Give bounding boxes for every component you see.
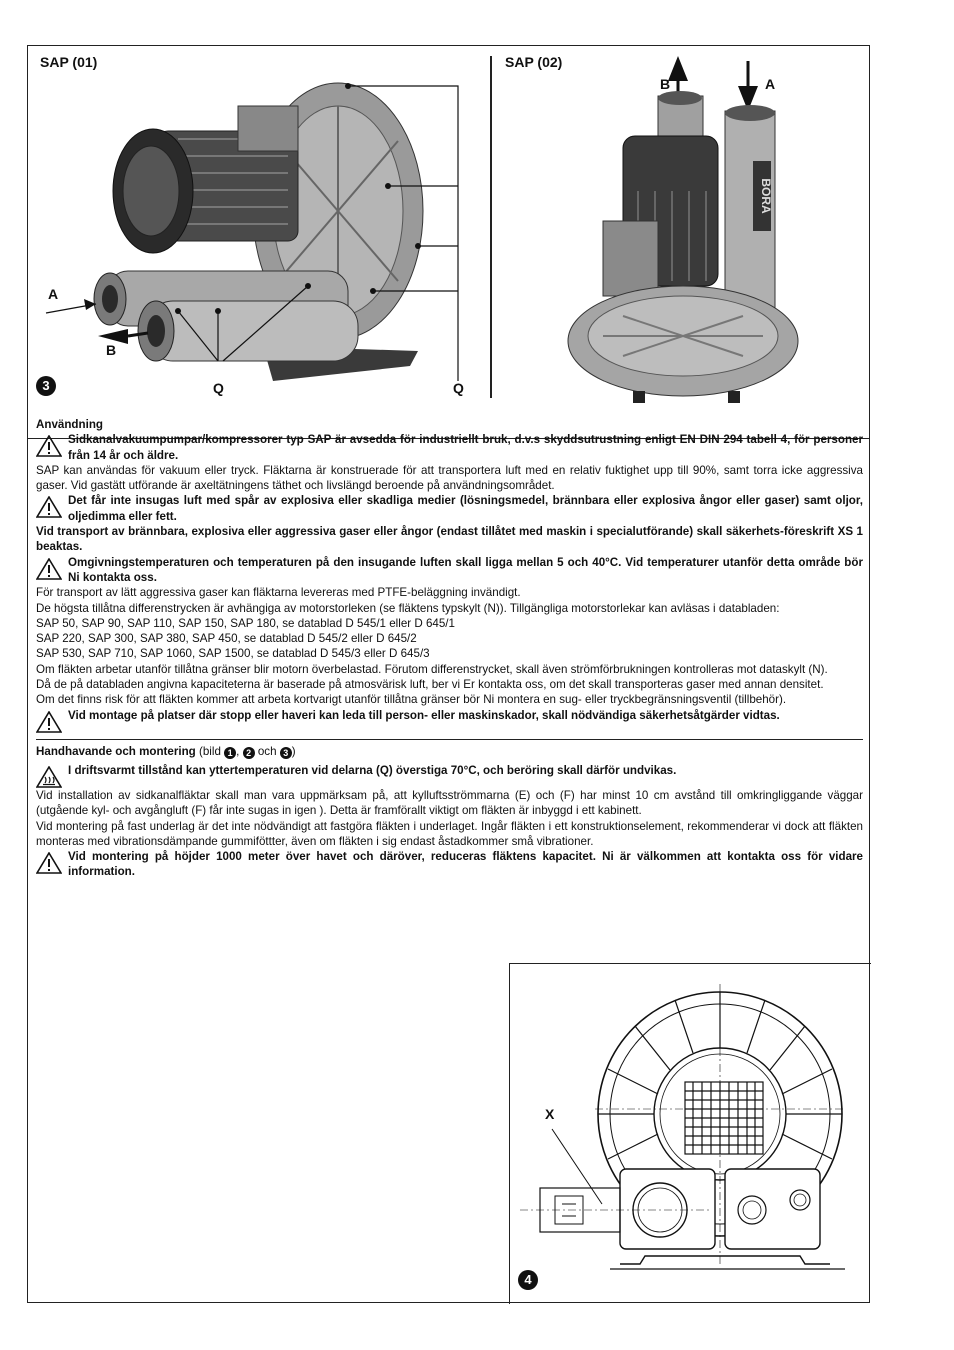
warning-text: Vid montage på platser där stopp eller haveri kan leda till person- eller maskinskador, skall nödvändiga säkerhetsåtgärder vidtas. xyxy=(68,708,780,722)
sap02-blower-illustration xyxy=(563,51,803,406)
callout-x: X xyxy=(545,1106,555,1122)
warning-usage-4 xyxy=(36,708,863,733)
figure-ref-1: 1 xyxy=(224,747,236,759)
paragraph: SAP kan användas för vakuum eller tryck. Fläktarna är konstruerade för att transportera luft med en relativ fuktighet upp till 90%, samt torra icke aggressiva gaser. Vid gastätt utförande är axeltätningens täthet och livslängd beroende på användningsområdet. xyxy=(36,463,863,493)
warning-triangle-icon xyxy=(36,558,62,580)
warning-triangle-icon xyxy=(36,435,62,457)
warning-usage-2 xyxy=(36,493,863,524)
figure-ref-2: 2 xyxy=(243,747,255,759)
figure-3-area xyxy=(28,46,869,439)
sap01-label: SAP (01) xyxy=(40,54,98,70)
paragraph: SAP 220, SAP 300, SAP 380, SAP 450, se datablad D 545/2 eller D 645/2 xyxy=(36,632,417,646)
warning-hot-surface xyxy=(36,763,863,788)
callout-b-left: B xyxy=(106,342,117,358)
callout-q-2: Q xyxy=(453,380,464,396)
section-handling-title: Handhavande och montering (bild 1 , 2 och 3 ) xyxy=(36,744,296,758)
warning-usage-1 xyxy=(36,432,863,463)
bora-brand-text: BORA xyxy=(759,178,773,214)
callout-a-right: A xyxy=(765,76,776,92)
warning-altitude xyxy=(36,849,863,880)
paragraph: För transport av lätt aggressiva gaser kan fläktarna levereras med PTFE-beläggning invändigt. xyxy=(36,586,521,600)
figure-ref-3: 3 xyxy=(280,747,292,759)
warning-usage-3 xyxy=(36,555,863,586)
warning-text: I driftsvarmt tillstånd kan yttertemperaturen vid delarna (Q) överstiga 70°C, och beröring skall därför undvikas. xyxy=(68,763,677,777)
callout-q-1: Q xyxy=(213,380,224,396)
paragraph: Vid montering på fast underlag är det inte nödvändigt att fastgöra fläkten i underlaget. Ingår fläkten i ett konstruktionselement, rekommenderar vi dock att fläkten monteras med vibrationsdämpande gummiföttter, även om fläkten i sig endast åstadkommer små vibrationer. xyxy=(36,819,863,848)
paragraph: SAP 530, SAP 710, SAP 1060, SAP 1500, se datablad D 545/3 eller D 645/3 xyxy=(36,647,430,661)
callout-a-left: A xyxy=(48,286,59,302)
paragraph: Vid installation av sidkanalfläktar skall man vara uppmärksam på, att kylluftsströmmarna (E) och (F) har minst 10 cm avstånd till omkringliggande väggar (utgående kyl- och avgångluft (F) får inte sugas in igen ). Detta är framförallt viktigt om fläkten är inbyggd i ett kabinett. xyxy=(36,788,863,818)
paragraph: Om det finns risk för att fläkten kommer att arbeta kortvarigt utanför tillåtna gränser bör Ni montera en sug- eller tryckbegränsningsventil (tillbehör). xyxy=(36,693,787,707)
paragraph-bold: Vid transport av brännbara, explosiva eller aggressiva gaser eller ångor (endast tillåtet med maskin i specialutförande) skall säkerhets-föreskrift XS 1 beaktas. xyxy=(36,525,863,554)
page-frame xyxy=(27,45,870,1303)
warning-text: Sidkanalvakuumpumpar/kompressorer typ SAP är avsedda för industriellt bruk, d.v.s skyddsutrustning enligt EN DIN 294 tabell 4, för personer från 14 år och äldre. xyxy=(68,433,863,462)
text-body xyxy=(36,417,863,880)
warning-text: Vid montering på höjder 1000 meter över havet och däröver, reduceras fläktens kapacitet. Ni är välkommen att kontakta oss för vidare information. xyxy=(68,850,863,879)
section-usage-title: Användning xyxy=(36,418,103,431)
callout-b-right: B xyxy=(660,76,671,92)
paragraph: SAP 50, SAP 90, SAP 110, SAP 150, SAP 180, se datablad D 545/1 eller D 645/1 xyxy=(36,616,455,630)
figure-3-badge: 3 xyxy=(36,376,56,396)
warning-triangle-icon xyxy=(36,852,62,874)
paragraph: Om fläkten arbetar utanför tillåtna gränser blir motorn överbelastad. Förutom differenstrycket, skall även strömförbrukningen kontrolleras mot dataskylt (N). xyxy=(36,662,828,676)
hot-surface-icon xyxy=(36,766,62,788)
figure-4-badge: 4 xyxy=(518,1270,538,1290)
warning-text: Omgivningstemperaturen och temperaturen på den insugande luften skall ligga mellan 5 och 40°C. Vid temperaturer utanför detta område bör Ni kontakta oss. xyxy=(68,555,863,584)
paragraph: De högsta tillåtna differenstrycken är avhängiga av motorstorleken (se fläktens typskylt (N)). Tillgängliga motorstorlekar kan avläsas i databladen: xyxy=(36,601,780,615)
section-divider xyxy=(36,739,863,740)
warning-triangle-icon xyxy=(36,496,62,518)
blower-drawing-front-view xyxy=(510,964,870,1304)
sap02-label: SAP (02) xyxy=(505,54,563,70)
figure-4-area xyxy=(509,963,871,1304)
paragraph: Då de på databladen angivna kapaciteterna är baserade på atmosvärisk luft, ber vi Er kontakta oss, om det skall transporteras gaser med annan densitet. xyxy=(36,678,824,692)
figure-divider xyxy=(490,56,492,398)
warning-text: Det får inte insugas luft med spår av explosiva eller skadliga medier (lösningsmedel, brännbara eller explosiva ångor eller gaser) samt oljor, oljedimma eller fett. xyxy=(68,494,863,523)
warning-triangle-icon xyxy=(36,711,62,733)
